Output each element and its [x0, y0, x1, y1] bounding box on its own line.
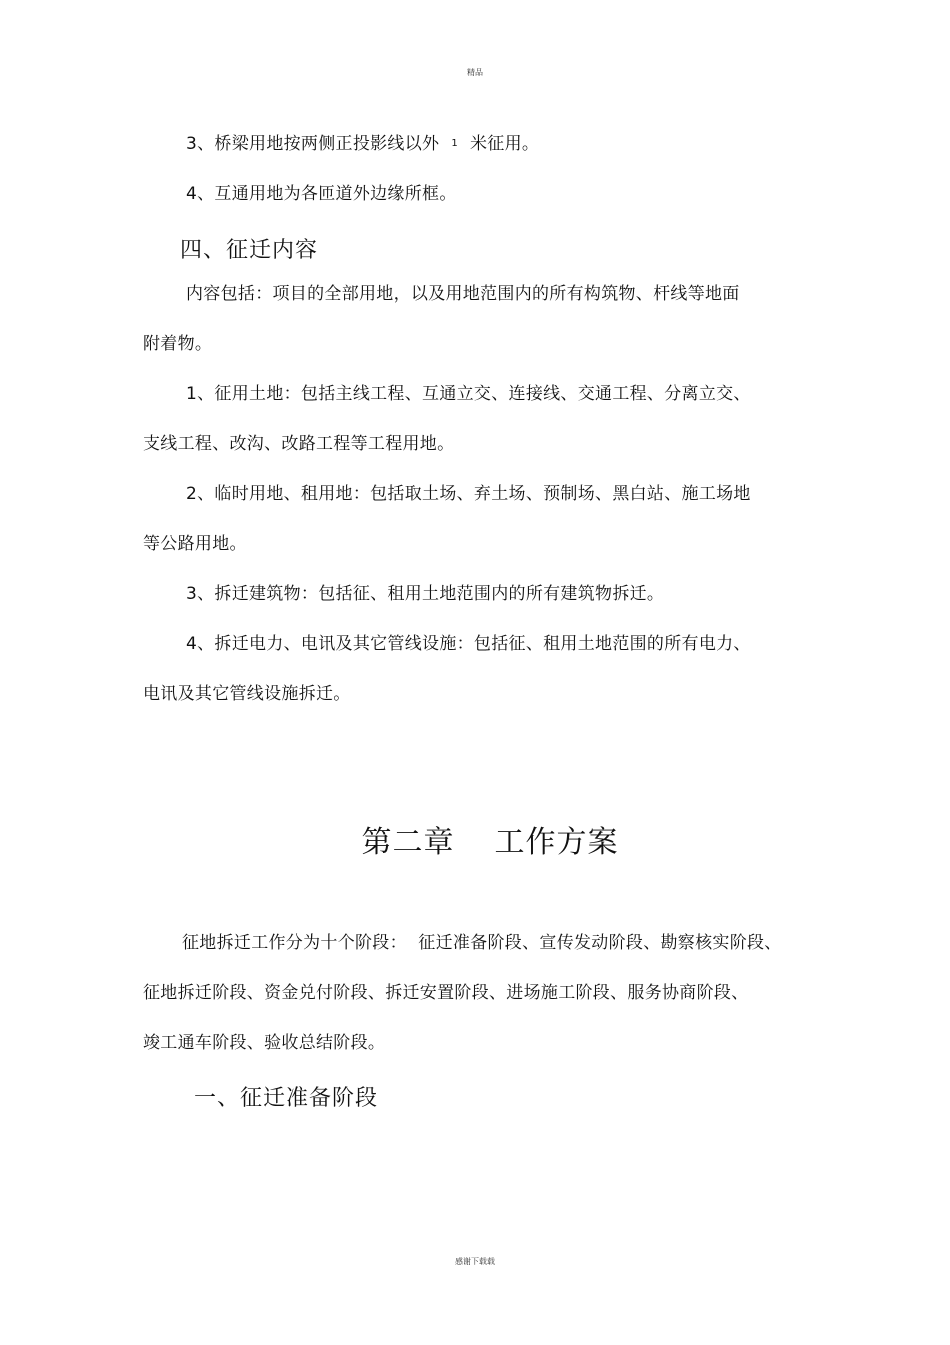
- paragraph-line: 内容包括：项目的全部用地，以及用地范围内的所有构筑物、杆线等地面: [186, 284, 740, 304]
- paragraph-line: 2、临时用地、租用地：包括取土场、弃土场、预制场、黑白站、施工场地: [186, 484, 751, 504]
- small-number: 1: [451, 138, 458, 149]
- paragraph-line: 4、互通用地为各匝道外边缘所框。: [186, 184, 457, 204]
- section-heading: 一、征迁准备阶段: [194, 1086, 379, 1111]
- chapter-title: [0, 817, 950, 861]
- paragraph-line: 征地拆迁工作分为十个阶段： 征迁准备阶段、宣传发动阶段、勘察核实阶段、: [182, 933, 782, 953]
- paragraph-line: 4、拆迁电力、电讯及其它管线设施：包括征、租用土地范围的所有电力、: [186, 634, 751, 654]
- chapter-name: 工作方案: [494, 825, 619, 860]
- paragraph-line: 征地拆迁阶段、资金兑付阶段、拆迁安置阶段、进场施工阶段、服务协商阶段、: [143, 983, 749, 1003]
- paragraph-line: 竣工通车阶段、验收总结阶段。: [143, 1033, 386, 1053]
- page-footer: 感谢下载载: [455, 1257, 495, 1266]
- paragraph-line: 3、拆迁建筑物：包括征、租用土地范围内的所有建筑物拆迁。: [186, 584, 665, 604]
- section-heading: 四、征迁内容: [180, 238, 319, 263]
- paragraph-line: [186, 134, 539, 154]
- chapter-number: 第二章: [361, 825, 455, 860]
- text-segment: 米征用。: [470, 134, 540, 154]
- paragraph-line: 电讯及其它管线设施拆迁。: [143, 684, 351, 704]
- text-segment: 3、桥梁用地按两侧正投影线以外: [186, 134, 440, 154]
- paragraph-line: 附着物。: [143, 334, 213, 354]
- paragraph-line: 等公路用地。: [143, 534, 247, 554]
- paragraph-line: 1、征用土地：包括主线工程、互通立交、连接线、交通工程、分离立交、: [186, 384, 751, 404]
- paragraph-line: 支线工程、改沟、改路工程等工程用地。: [143, 434, 455, 454]
- page-header: 精品: [467, 68, 483, 77]
